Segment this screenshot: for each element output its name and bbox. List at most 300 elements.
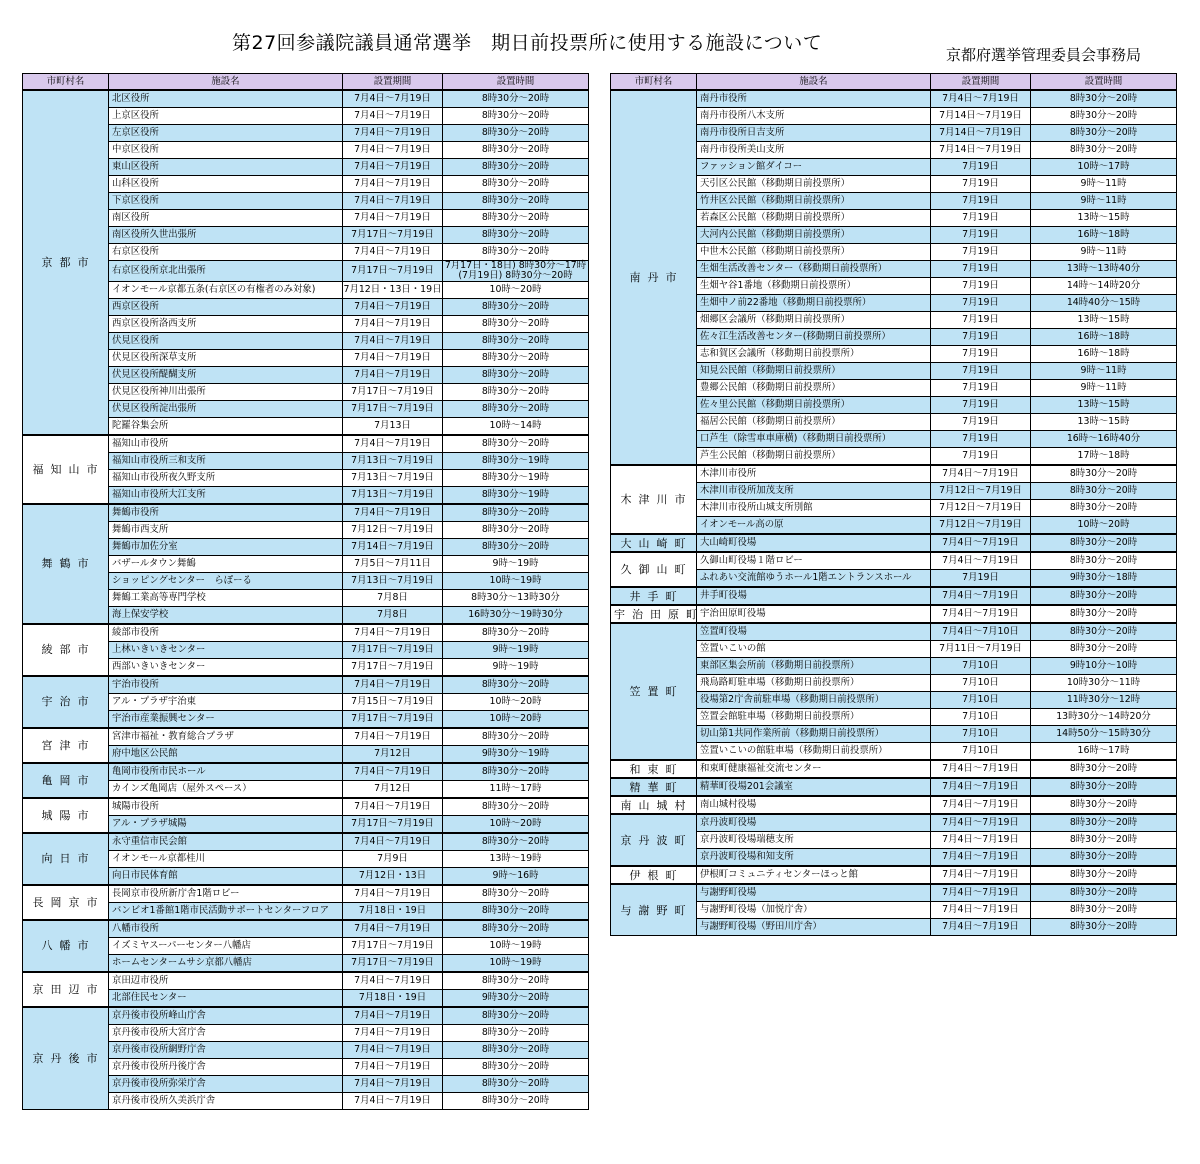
period-cell: 7月4日～7月19日 xyxy=(931,760,1031,778)
hours-cell: 8時30分～20時 xyxy=(443,159,589,176)
period-cell: 7月4日～7月19日 xyxy=(343,1007,443,1025)
municipality-cell: 和 束 町 xyxy=(611,760,697,778)
hours-cell: 8時30分～20時 xyxy=(1031,623,1177,641)
facility-name-cell: 和束町健康福祉交流センター xyxy=(697,760,931,778)
facility-name-cell: 京丹後市役所丹後庁舎 xyxy=(109,1058,343,1075)
facility-table-right xyxy=(610,73,1177,936)
period-cell: 7月4日～7月19日 xyxy=(931,796,1031,814)
hours-cell: 16時～18時 xyxy=(1031,329,1177,346)
hours-cell: 8時30分～20時 xyxy=(443,504,589,522)
hours-cell: 8時30分～20時 xyxy=(443,798,589,816)
municipality-cell: 木 津 川 市 xyxy=(611,465,697,534)
municipality-cell: 与 謝 野 町 xyxy=(611,884,697,936)
period-cell: 7月17日～7月19日 xyxy=(343,937,443,954)
facility-name-cell: 山科区役所 xyxy=(109,176,343,193)
hours-cell: 9時～19時 xyxy=(443,641,589,658)
hours-cell: 8時30分～13時30分 xyxy=(443,589,589,606)
period-cell: 7月14日～7月19日 xyxy=(931,142,1031,159)
period-cell: 7月19日 xyxy=(931,227,1031,244)
municipality-cell: 向 日 市 xyxy=(23,833,109,885)
period-cell: 7月4日～7月19日 xyxy=(343,1041,443,1058)
table-row xyxy=(611,866,1177,884)
hours-cell: 9時～11時 xyxy=(1031,244,1177,261)
period-cell: 7月4日～7月19日 xyxy=(343,176,443,193)
facility-name-cell: 福居公民館（移動期日前投票所） xyxy=(697,414,931,431)
facility-name-cell: 上林いきいきセンター xyxy=(109,641,343,658)
period-cell: 7月4日～7月19日 xyxy=(343,1024,443,1041)
hours-cell: 8時30分～20時 xyxy=(1031,884,1177,902)
municipality-cell: 久 御 山 町 xyxy=(611,552,697,587)
facility-name-cell: 城陽市役所 xyxy=(109,798,343,816)
hours-cell: 8時30分～20時 xyxy=(443,1041,589,1058)
hours-cell: 13時30分～14時20分 xyxy=(1031,709,1177,726)
period-cell: 7月10日 xyxy=(931,675,1031,692)
hours-cell: 8時30分～20時 xyxy=(443,902,589,920)
hours-cell: 16時～18時 xyxy=(1031,227,1177,244)
hours-cell: 8時30分～20時 xyxy=(1031,796,1177,814)
facility-name-cell: 東部区集会所前（移動期日前投票所） xyxy=(697,658,931,675)
table-row xyxy=(23,972,589,990)
facility-name-cell: 笠置いこいの館駐車場（移動期日前投票所） xyxy=(697,743,931,761)
table-row xyxy=(23,920,589,938)
period-cell: 7月17日～7月19日 xyxy=(343,954,443,972)
period-cell: 7月17日～7月19日 xyxy=(343,400,443,417)
hours-cell: 9時～11時 xyxy=(1031,176,1177,193)
hours-cell: 8時30分～20時 xyxy=(1031,90,1177,108)
hours-cell: 8時30分～20時 xyxy=(1031,500,1177,517)
facility-name-cell: 飛鳥路町駐車場（移動期日前投票所） xyxy=(697,675,931,692)
hours-cell: 8時30分～20時 xyxy=(1031,641,1177,658)
facility-name-cell: 舞鶴市役所 xyxy=(109,504,343,522)
municipality-cell: 京 田 辺 市 xyxy=(23,972,109,1007)
hours-cell: 8時30分～20時 xyxy=(443,1075,589,1092)
period-cell: 7月12日～7月19日 xyxy=(343,521,443,538)
facility-name-cell: 京丹波町役場瑞穂支所 xyxy=(697,832,931,849)
hours-cell: 8時30分～20時 xyxy=(1031,534,1177,552)
period-cell: 7月19日 xyxy=(931,193,1031,210)
hours-cell: 8時30分～20時 xyxy=(443,435,589,453)
hours-cell: 9時～16時 xyxy=(443,867,589,885)
period-cell: 7月4日～7月19日 xyxy=(343,1075,443,1092)
period-cell: 7月10日 xyxy=(931,658,1031,675)
hours-cell: 8時30分～20時 xyxy=(1031,778,1177,796)
period-cell: 7月12日 xyxy=(343,745,443,763)
facility-name-cell: イオンモール京都五条(右京区の有権者のみ対象) xyxy=(109,281,343,298)
hours-cell: 8時30分～20時 xyxy=(1031,760,1177,778)
period-cell: 7月19日 xyxy=(931,312,1031,329)
hours-cell: 8時30分～20時 xyxy=(443,142,589,159)
facility-name-cell: 西京区役所洛西支所 xyxy=(109,315,343,332)
period-cell: 7月19日 xyxy=(931,380,1031,397)
facility-name-cell: 北区役所 xyxy=(109,90,343,108)
facility-name-cell: 知見公民館（移動期日前投票所） xyxy=(697,363,931,380)
period-cell: 7月14日～7月19日 xyxy=(931,125,1031,142)
hours-cell: 13時～15時 xyxy=(1031,397,1177,414)
period-cell: 7月4日～7月19日 xyxy=(343,624,443,642)
hours-cell: 8時30分～20時 xyxy=(443,244,589,261)
header-period: 設置期間 xyxy=(343,74,443,91)
hours-cell: 8時30分～20時 xyxy=(1031,902,1177,919)
facility-name-cell: 中世木公民館（移動期日前投票所） xyxy=(697,244,931,261)
facility-name-cell: バザールタウン舞鶴 xyxy=(109,555,343,572)
hours-cell: 8時30分～20時 xyxy=(1031,814,1177,832)
facility-name-cell: 笠置いこいの館 xyxy=(697,641,931,658)
facility-name-cell: ホームセンタームサシ京都八幡店 xyxy=(109,954,343,972)
period-cell: 7月4日～7月19日 xyxy=(343,108,443,125)
period-cell: 7月8日 xyxy=(343,589,443,606)
hours-cell: 13時～19時 xyxy=(443,850,589,867)
facility-name-cell: 精華町役場201会議室 xyxy=(697,778,931,796)
facility-name-cell: 下京区役所 xyxy=(109,193,343,210)
hours-cell: 8時30分～20時 xyxy=(443,193,589,210)
hours-cell: 8時30分～20時 xyxy=(443,920,589,938)
facility-name-cell: 木津川市役所加茂支所 xyxy=(697,483,931,500)
hours-cell: 8時30分～20時 xyxy=(1031,849,1177,867)
facility-name-cell: ふれあい交流館ゆうホール1階エントランスホール xyxy=(697,570,931,588)
facility-name-cell: 南丹市役所美山支所 xyxy=(697,142,931,159)
facility-name-cell: 八幡市役所 xyxy=(109,920,343,938)
table-row xyxy=(23,504,589,522)
period-cell: 7月4日～7月19日 xyxy=(343,142,443,159)
table-row xyxy=(23,728,589,746)
hours-cell: 10時～17時 xyxy=(1031,159,1177,176)
period-cell: 7月19日 xyxy=(931,295,1031,312)
facility-name-cell: 与謝野町役場（加悦庁舎） xyxy=(697,902,931,919)
facility-name-cell: 京丹後市役所峰山庁舎 xyxy=(109,1007,343,1025)
municipality-cell: 大 山 崎 町 xyxy=(611,534,697,552)
facility-name-cell: 福知山市役所三和支所 xyxy=(109,452,343,469)
hours-cell: 8時30分～20時 xyxy=(443,1007,589,1025)
facility-name-cell: 宇治田原町役場 xyxy=(697,605,931,623)
period-cell: 7月19日 xyxy=(931,431,1031,448)
facility-name-cell: 切山第1共同作業所前（移動期日前投票所） xyxy=(697,726,931,743)
period-cell: 7月4日～7月19日 xyxy=(343,125,443,142)
page-title: 第27回参議院議員通常選挙 期日前投票所に使用する施設について xyxy=(232,32,823,54)
table-row xyxy=(611,587,1177,605)
hours-cell: 9時～19時 xyxy=(443,658,589,676)
period-cell: 7月13日～7月19日 xyxy=(343,572,443,589)
municipality-cell: 京 都 市 xyxy=(23,90,109,435)
table-row xyxy=(611,605,1177,623)
facility-name-cell: 綾部市役所 xyxy=(109,624,343,642)
facility-name-cell: 伏見区役所醍醐支所 xyxy=(109,366,343,383)
table-row xyxy=(611,90,1177,108)
period-cell: 7月17日～7月19日 xyxy=(343,641,443,658)
period-cell: 7月19日 xyxy=(931,414,1031,431)
period-cell: 7月4日～7月19日 xyxy=(343,504,443,522)
facility-name-cell: 宇治市役所 xyxy=(109,676,343,694)
facility-name-cell: 陀羅谷集会所 xyxy=(109,417,343,435)
hours-cell: 10時～20時 xyxy=(443,693,589,710)
period-cell: 7月4日～7月19日 xyxy=(343,366,443,383)
period-cell: 7月19日 xyxy=(931,210,1031,227)
municipality-cell: 精 華 町 xyxy=(611,778,697,796)
period-cell: 7月17日～7月19日 xyxy=(343,710,443,728)
hours-cell: 8時30分～20時 xyxy=(443,833,589,851)
period-cell: 7月19日 xyxy=(931,278,1031,295)
period-cell: 7月4日～7月19日 xyxy=(343,885,443,903)
period-cell: 7月4日～7月19日 xyxy=(931,919,1031,936)
hours-cell: 8時30分～20時 xyxy=(443,1092,589,1109)
facility-name-cell: 伏見区役所深草支所 xyxy=(109,349,343,366)
period-cell: 7月4日～7月19日 xyxy=(343,728,443,746)
facility-table-left xyxy=(22,73,589,1110)
hours-cell: 10時～19時 xyxy=(443,937,589,954)
period-cell: 7月19日 xyxy=(931,329,1031,346)
period-cell: 7月18日・19日 xyxy=(343,902,443,920)
municipality-cell: 城 陽 市 xyxy=(23,798,109,833)
facility-name-cell: 京丹波町役場和知支所 xyxy=(697,849,931,867)
period-cell: 7月4日～7月19日 xyxy=(343,763,443,781)
table-row xyxy=(611,760,1177,778)
table-row xyxy=(611,814,1177,832)
period-cell: 7月4日～7月19日 xyxy=(343,1092,443,1109)
facility-name-cell: 海上保安学校 xyxy=(109,606,343,624)
period-cell: 7月4日～7月19日 xyxy=(343,159,443,176)
facility-name-cell: 南丹市役所八木支所 xyxy=(697,108,931,125)
period-cell: 7月19日 xyxy=(931,448,1031,466)
period-cell: 7月17日～7月19日 xyxy=(343,658,443,676)
hours-cell: 13時～15時 xyxy=(1031,210,1177,227)
hours-cell: 11時～17時 xyxy=(443,780,589,798)
period-cell: 7月4日～7月19日 xyxy=(931,866,1031,884)
facility-name-cell: イオンモール京都桂川 xyxy=(109,850,343,867)
facility-name-cell: 向日市民体育館 xyxy=(109,867,343,885)
facility-name-cell: 大河内公民館（移動期日前投票所） xyxy=(697,227,931,244)
municipality-cell: 南 山 城 村 xyxy=(611,796,697,814)
period-cell: 7月4日～7月10日 xyxy=(931,623,1031,641)
period-cell: 7月4日～7月19日 xyxy=(931,849,1031,867)
table-row xyxy=(23,798,589,816)
hours-cell: 10時～19時 xyxy=(443,954,589,972)
facility-name-cell: 畑郷区会議所（移動期日前投票所） xyxy=(697,312,931,329)
facility-name-cell: 西部いきいきセンター xyxy=(109,658,343,676)
period-cell: 7月15日～7月19日 xyxy=(343,693,443,710)
period-cell: 7月10日 xyxy=(931,709,1031,726)
facility-name-cell: ファッション館ダイコー xyxy=(697,159,931,176)
table-row xyxy=(23,1007,589,1025)
period-cell: 7月4日～7月19日 xyxy=(343,210,443,227)
facility-name-cell: 伏見区役所 xyxy=(109,332,343,349)
facility-name-cell: 南山城村役場 xyxy=(697,796,931,814)
hours-cell: 8時30分～20時 xyxy=(1031,108,1177,125)
period-cell: 7月19日 xyxy=(931,244,1031,261)
facility-name-cell: 志和賀区会議所（移動期日前投票所） xyxy=(697,346,931,363)
header-municipality: 市町村名 xyxy=(23,74,109,91)
table-row xyxy=(23,885,589,903)
facility-name-cell: 舞鶴市西支所 xyxy=(109,521,343,538)
period-cell: 7月17日～7月19日 xyxy=(343,261,443,282)
table-row xyxy=(23,833,589,851)
period-cell: 7月4日～7月19日 xyxy=(343,1058,443,1075)
period-cell: 7月4日～7月19日 xyxy=(931,884,1031,902)
facility-name-cell: 佐々里公民館（移動期日前投票所） xyxy=(697,397,931,414)
header-facility: 施設名 xyxy=(109,74,343,91)
period-cell: 7月10日 xyxy=(931,743,1031,761)
period-cell: 7月4日～7月19日 xyxy=(931,587,1031,605)
period-cell: 7月4日～7月19日 xyxy=(343,435,443,453)
facility-name-cell: 京丹後市役所大宮庁舎 xyxy=(109,1024,343,1041)
header-municipality: 市町村名 xyxy=(611,74,697,91)
header-hours: 設置時間 xyxy=(1031,74,1177,91)
hours-cell: 8時30分～20時 xyxy=(443,763,589,781)
hours-cell: 9時～19時 xyxy=(443,555,589,572)
facility-name-cell: 豊郷公民館（移動期日前投票所） xyxy=(697,380,931,397)
facility-name-cell: 久御山町役場１階ロビー xyxy=(697,552,931,570)
facility-name-cell: 南丹市役所日吉支所 xyxy=(697,125,931,142)
period-cell: 7月4日～7月19日 xyxy=(931,778,1031,796)
hours-cell: 8時30分～20時 xyxy=(443,298,589,315)
period-cell: 7月4日～7月19日 xyxy=(343,676,443,694)
period-cell: 7月14日～7月19日 xyxy=(931,108,1031,125)
hours-cell: 8時30分～19時 xyxy=(443,452,589,469)
facility-name-cell: 笠置町役場 xyxy=(697,623,931,641)
hours-cell: 8時30分～20時 xyxy=(443,1058,589,1075)
period-cell: 7月12日 xyxy=(343,780,443,798)
facility-name-cell: 京丹波町役場 xyxy=(697,814,931,832)
period-cell: 7月4日～7月19日 xyxy=(931,552,1031,570)
period-cell: 7月12日～7月19日 xyxy=(931,517,1031,535)
hours-cell: 8時30分～20時 xyxy=(443,624,589,642)
facility-name-cell: 竹井区公民館（移動期日前投票所） xyxy=(697,193,931,210)
hours-cell: 8時30分～20時 xyxy=(443,885,589,903)
municipality-cell: 宇 治 田 原 町 xyxy=(611,605,697,623)
hours-cell: 8時30分～20時 xyxy=(443,366,589,383)
period-cell: 7月11日～7月19日 xyxy=(931,641,1031,658)
period-cell: 7月19日 xyxy=(931,261,1031,278)
table-row xyxy=(23,624,589,642)
facility-name-cell: 役場第2庁舎前駐車場（移動期日前投票所） xyxy=(697,692,931,709)
table-row xyxy=(23,90,589,108)
facility-name-cell: 西京区役所 xyxy=(109,298,343,315)
hours-cell: 8時30分～20時 xyxy=(443,972,589,990)
hours-cell: 16時30分～19時30分 xyxy=(443,606,589,624)
hours-cell: 8時30分～20時 xyxy=(1031,866,1177,884)
municipality-cell: 宮 津 市 xyxy=(23,728,109,763)
facility-name-cell: 宮津市福祉・教育総合プラザ xyxy=(109,728,343,746)
period-cell: 7月13日 xyxy=(343,417,443,435)
facility-name-cell: 京丹後市役所網野庁舎 xyxy=(109,1041,343,1058)
facility-name-cell: 伏見区役所淀出張所 xyxy=(109,400,343,417)
period-cell: 7月4日～7月19日 xyxy=(343,315,443,332)
hours-cell: 8時30分～20時 xyxy=(443,90,589,108)
facility-name-cell: 福知山市役所 xyxy=(109,435,343,453)
hours-cell: 8時30分～20時 xyxy=(443,349,589,366)
facility-name-cell: 天引区公民館（移動期日前投票所） xyxy=(697,176,931,193)
hours-cell: 16時～16時40分 xyxy=(1031,431,1177,448)
period-cell: 7月10日 xyxy=(931,692,1031,709)
facility-name-cell: 府中地区公民館 xyxy=(109,745,343,763)
table-row xyxy=(611,778,1177,796)
facility-name-cell: 福知山市役所大江支所 xyxy=(109,486,343,504)
hours-cell: 8時30分～20時 xyxy=(1031,832,1177,849)
hours-cell: 8時30分～20時 xyxy=(443,210,589,227)
facility-name-cell: ショッピングセンター らぽーる xyxy=(109,572,343,589)
hours-cell: 8時30分～20時 xyxy=(443,521,589,538)
period-cell: 7月4日～7月19日 xyxy=(343,332,443,349)
period-cell: 7月4日～7月19日 xyxy=(343,972,443,990)
hours-cell: 14時～14時20分 xyxy=(1031,278,1177,295)
municipality-cell: 福 知 山 市 xyxy=(23,435,109,504)
hours-cell: 8時30分～20時 xyxy=(1031,587,1177,605)
facility-name-cell: 京丹後市役所久美浜庁舎 xyxy=(109,1092,343,1109)
period-cell: 7月4日～7月19日 xyxy=(343,90,443,108)
facility-name-cell: 中京区役所 xyxy=(109,142,343,159)
hours-cell: 9時10分～10時 xyxy=(1031,658,1177,675)
municipality-cell: 長 岡 京 市 xyxy=(23,885,109,920)
hours-cell: 13時～13時40分 xyxy=(1031,261,1177,278)
period-cell: 7月4日～7月19日 xyxy=(343,193,443,210)
facility-name-cell: 木津川市役所山城支所別館 xyxy=(697,500,931,517)
hours-cell: 13時～15時 xyxy=(1031,312,1177,329)
facility-name-cell: アル・プラザ城陽 xyxy=(109,815,343,833)
period-cell: 7月12日・13日・19日 xyxy=(343,281,443,298)
municipality-cell: 南 丹 市 xyxy=(611,90,697,465)
period-cell: 7月4日～7月19日 xyxy=(931,534,1031,552)
header-hours: 設置時間 xyxy=(443,74,589,91)
hours-cell: 8時30分～19時 xyxy=(443,486,589,504)
hours-cell: 8時30分～20時 xyxy=(443,676,589,694)
facility-name-cell: 芦生公民館（移動期日前投票所） xyxy=(697,448,931,466)
period-cell: 7月19日 xyxy=(931,397,1031,414)
facility-name-cell: 生畑中ノ前22番地（移動期日前投票所） xyxy=(697,295,931,312)
hours-cell: 8時30分～20時 xyxy=(1031,125,1177,142)
hours-cell: 9時～11時 xyxy=(1031,193,1177,210)
hours-cell: 8時30分～20時 xyxy=(443,728,589,746)
facility-name-cell: 生畑ヤ谷1番地（移動期日前投票所） xyxy=(697,278,931,295)
facility-name-cell: 左京区役所 xyxy=(109,125,343,142)
period-cell: 7月13日～7月19日 xyxy=(343,486,443,504)
facility-name-cell: 与謝野町役場 xyxy=(697,884,931,902)
hours-cell: 8時30分～20時 xyxy=(1031,465,1177,483)
facility-name-cell: 東山区役所 xyxy=(109,159,343,176)
period-cell: 7月4日～7月19日 xyxy=(343,244,443,261)
table-row xyxy=(611,552,1177,570)
facility-name-cell: 舞鶴工業高等専門学校 xyxy=(109,589,343,606)
period-cell: 7月12日・13日 xyxy=(343,867,443,885)
hours-cell: 8時30分～20時 xyxy=(443,538,589,555)
hours-cell: 8時30分～20時 xyxy=(443,332,589,349)
hours-cell: 10時～14時 xyxy=(443,417,589,435)
hours-cell: 8時30分～20時 xyxy=(1031,142,1177,159)
facility-name-cell: 長岡京市役所新庁舎1階ロビー xyxy=(109,885,343,903)
facility-name-cell: 福知山市役所夜久野支所 xyxy=(109,469,343,486)
period-cell: 7月17日～7月19日 xyxy=(343,815,443,833)
hours-cell: 8時30分～20時 xyxy=(443,315,589,332)
hours-cell: 8時30分～20時 xyxy=(1031,552,1177,570)
facility-name-cell: バンビオ1番館1階市民活動サポートセンターフロア xyxy=(109,902,343,920)
facility-name-cell: 舞鶴市加佐分室 xyxy=(109,538,343,555)
facility-name-cell: アル・プラザ宇治東 xyxy=(109,693,343,710)
hours-cell: 8時30分～20時 xyxy=(1031,483,1177,500)
facility-name-cell: 宇治市産業振興センター xyxy=(109,710,343,728)
period-cell: 7月9日 xyxy=(343,850,443,867)
hours-cell: 10時30分～11時 xyxy=(1031,675,1177,692)
period-cell: 7月4日～7月19日 xyxy=(931,605,1031,623)
period-cell: 7月4日～7月19日 xyxy=(343,798,443,816)
hours-cell: 14時40分～15時 xyxy=(1031,295,1177,312)
period-cell: 7月4日～7月19日 xyxy=(931,902,1031,919)
table-row xyxy=(611,623,1177,641)
facility-name-cell: 若森区公民館（移動期日前投票所） xyxy=(697,210,931,227)
hours-cell: 16時～18時 xyxy=(1031,346,1177,363)
period-cell: 7月18日・19日 xyxy=(343,989,443,1007)
period-cell: 7月12日～7月19日 xyxy=(931,483,1031,500)
table-row xyxy=(611,465,1177,483)
facility-name-cell: 木津川市役所 xyxy=(697,465,931,483)
period-cell: 7月19日 xyxy=(931,363,1031,380)
period-cell: 7月17日～7月19日 xyxy=(343,383,443,400)
